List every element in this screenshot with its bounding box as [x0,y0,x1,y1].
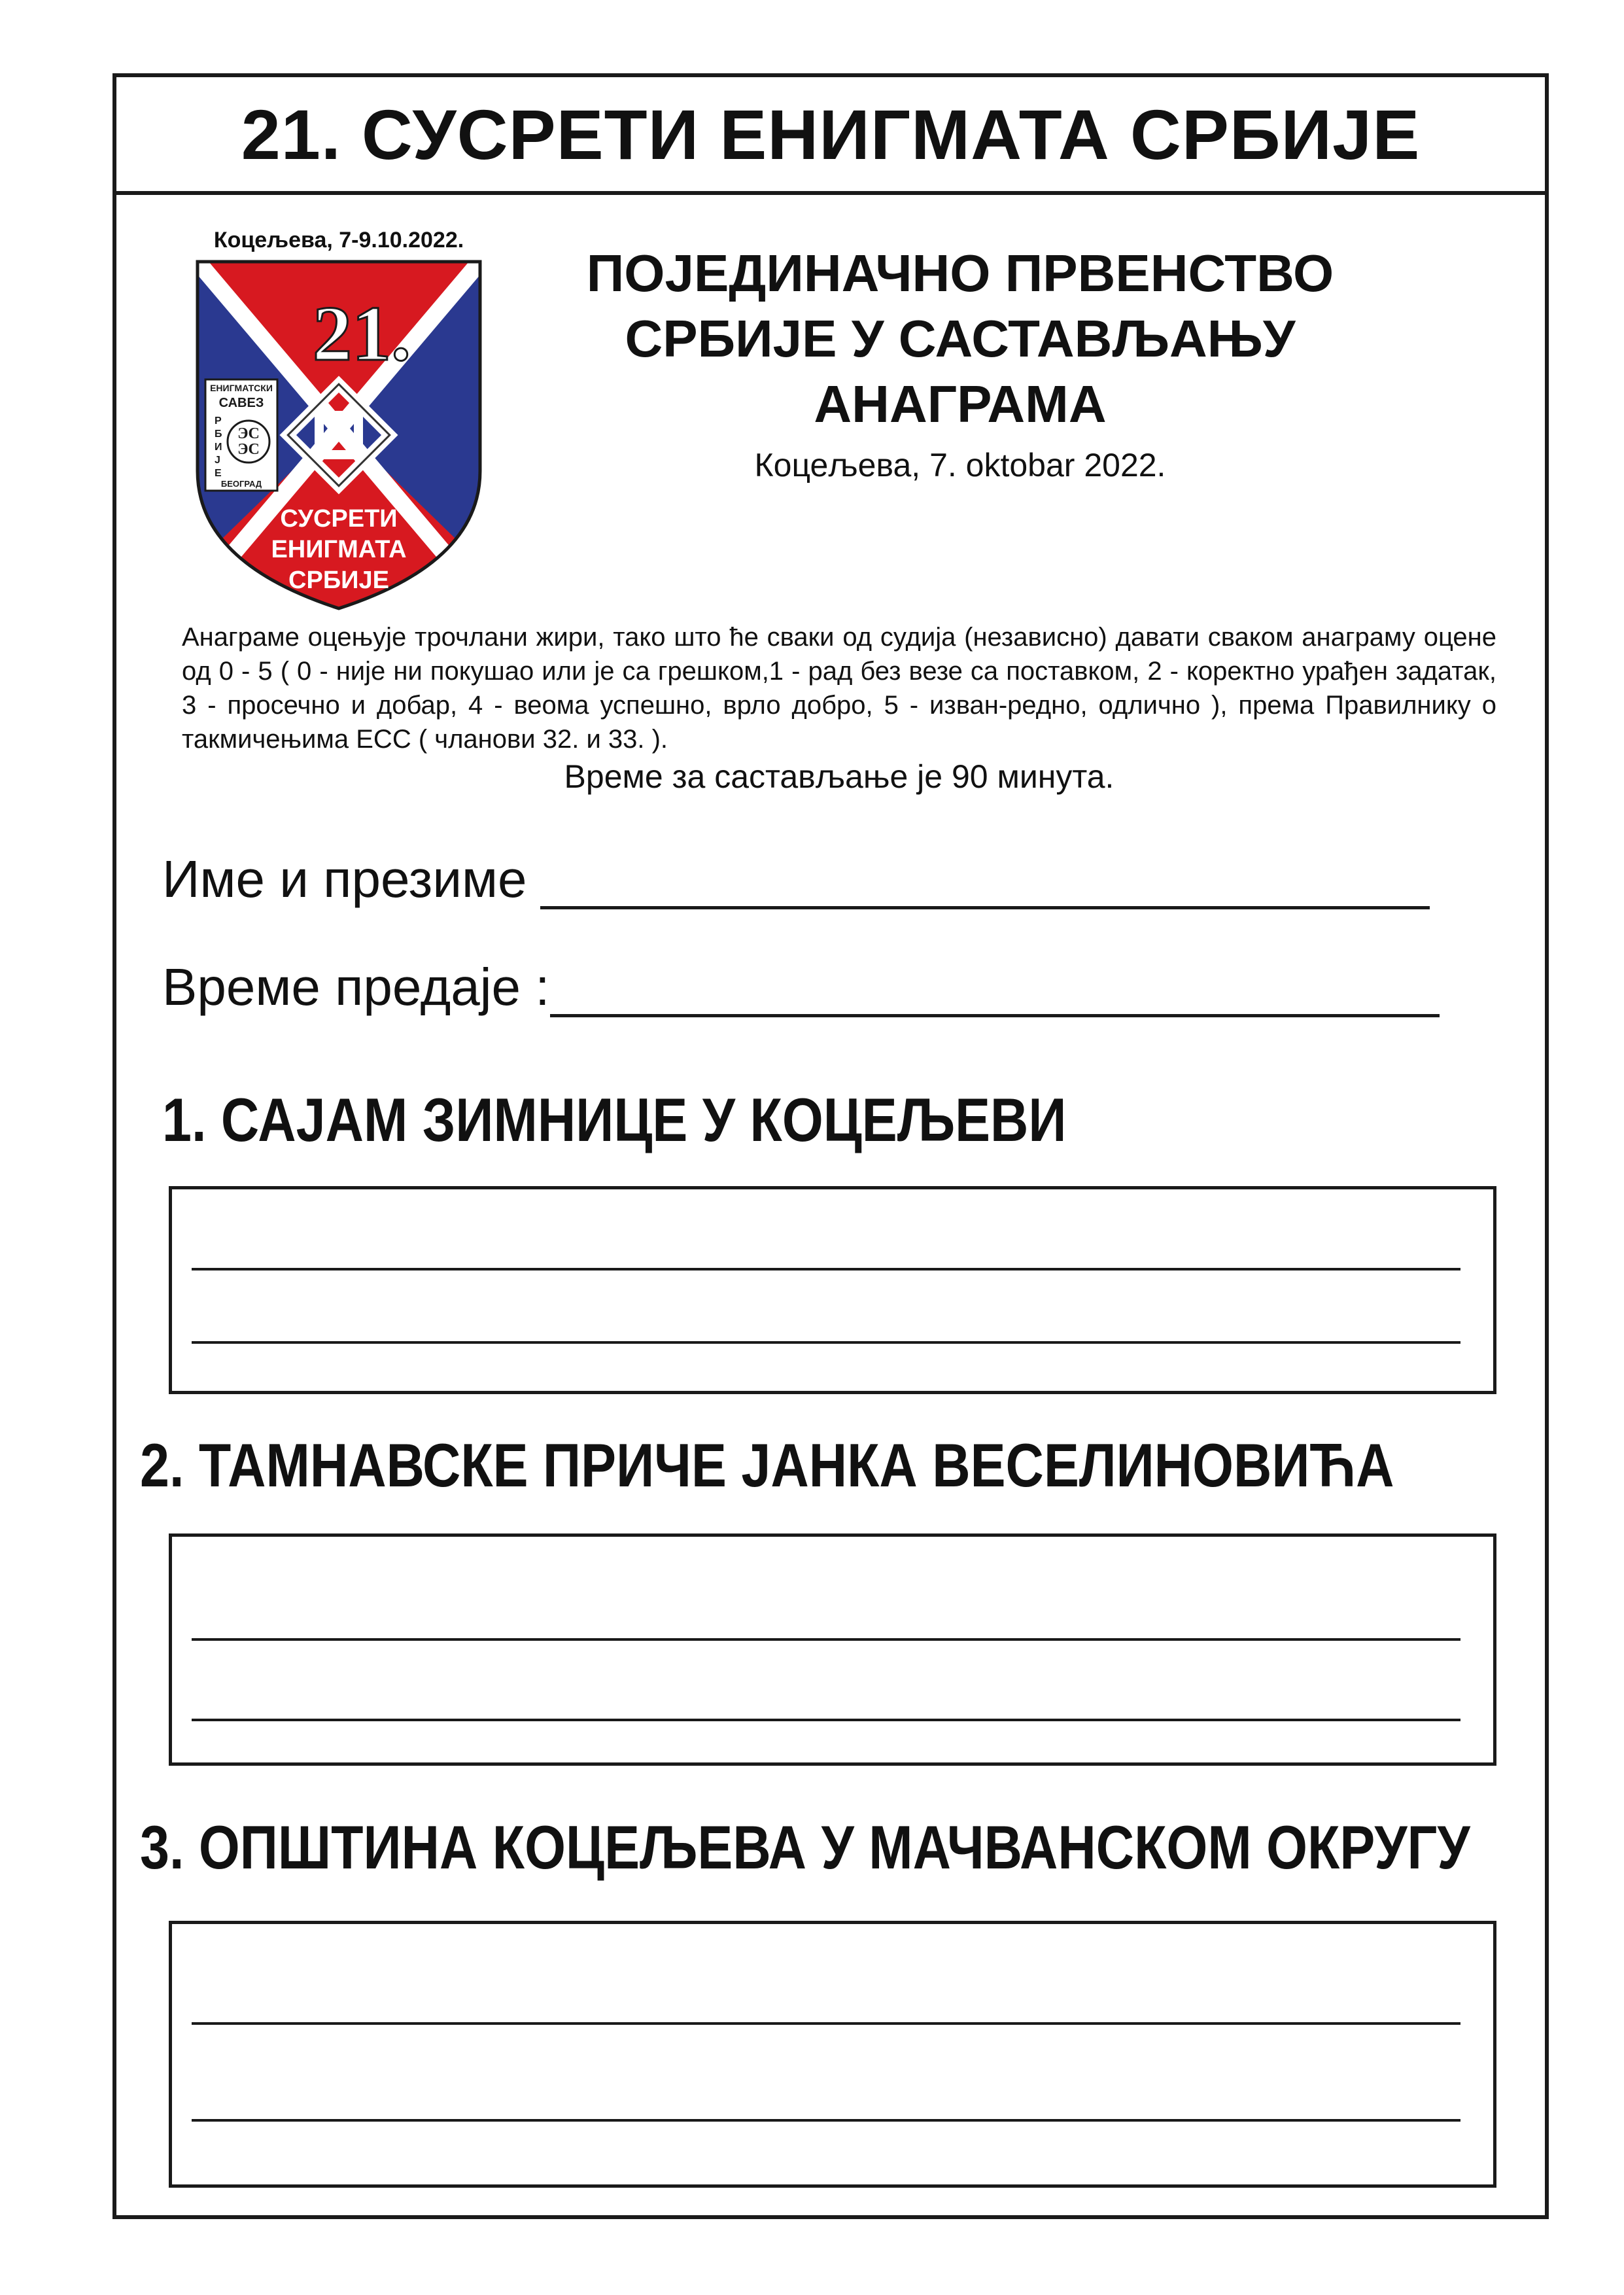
competition-date: Коцељева, 7. oktobar 2022. [754,447,1166,483]
event-logo [188,228,489,620]
answer-line[interactable] [192,1341,1460,1344]
answer-line[interactable] [192,1719,1460,1721]
svg-text:ЭС: ЭС [237,425,260,442]
title-bar [116,77,1545,195]
shield-emblem [188,255,489,622]
federation-badge [205,379,277,491]
logo-caption: Коцељева, 7-9.10.2022. [213,228,464,253]
heading-line1: ПОЈЕДИНАЧНО ПРВЕНСТВО [586,244,1334,302]
svg-text:Б: Б [215,429,222,440]
task-3-title: 3. ОПШТИНА КОЦЕЉЕВА У МАЧВАНСКОМ ОКРУГУ [140,1813,1470,1882]
logo-number: 21. [313,290,411,377]
task-3-answer-box[interactable] [169,1921,1496,2188]
submit-time-label: Време предаје : [162,958,550,1016]
name-input-line[interactable] [540,900,1430,909]
svg-text:Е: Е [215,468,222,479]
badge-bottom-text: БЕОГРАД [220,479,262,489]
heading-line3: АНАГРАМА [814,375,1107,433]
name-label: Име и презиме [162,850,527,908]
badge-top-text: ЕНИГМАТСКИ [210,383,273,393]
svg-text:И: И [215,442,222,453]
logo-line1: СУСРЕТИ [280,505,398,533]
badge-row-letters: САВЕЗ [218,396,264,410]
document-frame [112,73,1549,2219]
task-1-answer-box[interactable] [169,1186,1496,1394]
task-2-answer-box[interactable] [169,1533,1496,1766]
submit-time-field[interactable] [162,957,1440,1017]
rules-text: Анаграме оцењује трочлани жири, тако што ће сваки од судија (независно) давати сваком анаграму оцене од 0 - 5 ( 0 - није ни покушао или је са грешком,1 - рад без везе са поставком, 2 - коректно урађен задатак, 3 - просечно и добар, 4 - веома успешно, врло добро, 5 - изван-редно, одлично ), према Правилнику о такмичењима ЕСС ( чланови 32. и 33. ). [182,623,1496,754]
answer-line[interactable] [192,2119,1460,2122]
answer-line[interactable] [192,1268,1460,1270]
logo-line3: СРБИЈЕ [288,567,389,594]
competition-heading [522,241,1398,484]
task-1-title: 1. САЈАМ ЗИМНИЦЕ У КОЦЕЉЕВИ [162,1085,1067,1154]
task-2-title: 2. ТАМНАВСКЕ ПРИЧЕ ЈАНКА ВЕСЕЛИНОВИЋА [140,1431,1394,1499]
svg-text:Ј: Ј [215,455,220,466]
submit-time-input-line[interactable] [550,1007,1440,1017]
logo-line2: ЕНИГМАТА [271,536,407,563]
answer-line[interactable] [192,1638,1460,1641]
time-note: Време за састављање је 90 минута. [564,758,1114,795]
answer-line[interactable] [192,2022,1460,2025]
name-field[interactable] [162,849,1430,909]
svg-text:Р: Р [215,415,222,427]
svg-text:ЭС: ЭС [237,441,260,458]
page-title: 21. СУСРЕТИ ЕНИГМАТА СРБИЈЕ [241,94,1421,174]
heading-line2: СРБИЈЕ У САСТАВЉАЊУ [625,309,1296,368]
